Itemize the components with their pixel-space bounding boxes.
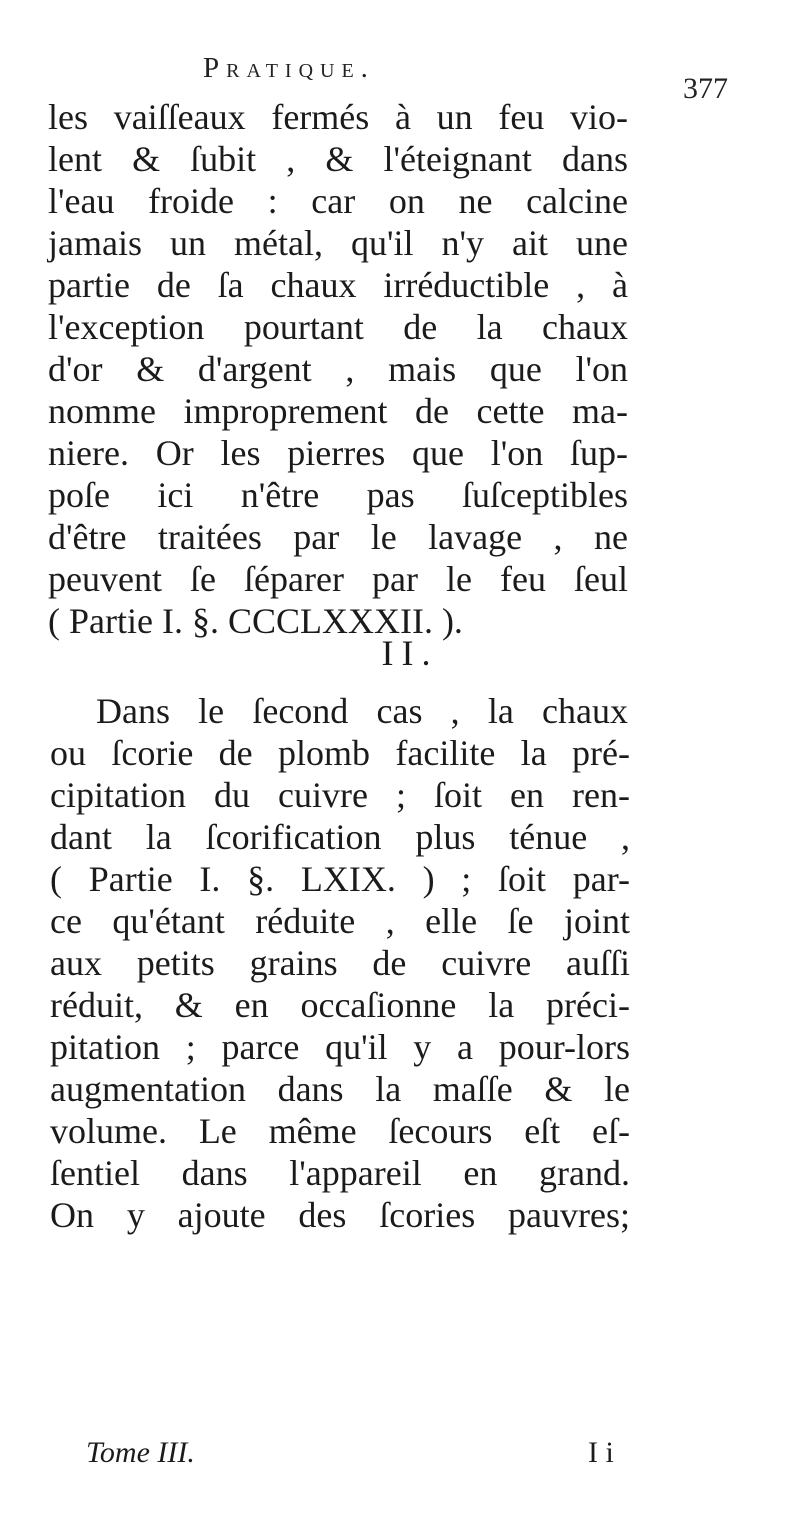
text-line: On y ajoute des ſcories pauvres;	[50, 1195, 630, 1235]
text-line: volume. Le même ſecours eſt eſ-	[50, 1111, 630, 1151]
page-number: 377	[683, 72, 728, 105]
text-line: cipitation du cuivre ; ſoit en ren-	[50, 775, 630, 815]
text-line: poſe ici n'être pas ſuſceptibles	[48, 475, 628, 515]
text-line: pitation ; parce qu'il y a pour-lors	[50, 1027, 630, 1067]
running-title: Pratique.	[203, 52, 375, 84]
signature-mark: Tome III.	[86, 1436, 195, 1469]
text-line: d'être traitées par le lavage , ne	[48, 517, 628, 557]
text-line: jamais un métal, qu'il n'y ait une	[48, 223, 628, 263]
text-line: ( Partie I. §. LXIX. ) ; ſoit par-	[50, 859, 630, 899]
catchword: I i	[588, 1436, 614, 1469]
text-line: ſentiel dans l'appareil en grand.	[50, 1153, 630, 1193]
text-line: peuvent ſe ſéparer par le feu ſeul	[48, 559, 628, 599]
running-head	[0, 52, 800, 105]
page-footer	[0, 1436, 800, 1476]
text-line: augmentation dans la maſſe & le	[50, 1069, 630, 1109]
text-line: dant la ſcorification plus ténue ,	[50, 817, 630, 857]
text-line: partie de ſa chaux irréductible , à	[48, 265, 628, 305]
text-line: réduit, & en occaſionne la préci-	[50, 985, 630, 1025]
text-line: les vaiſſeaux fermés à un feu vio-	[48, 97, 628, 137]
text-line: aux petits grains de cuivre auſſi	[50, 943, 630, 983]
paragraph-continued	[48, 96, 628, 642]
text-line: d'or & d'argent , mais que l'on	[48, 349, 628, 389]
text-line: niere. Or les pierres que l'on ſup-	[48, 433, 628, 473]
text-line: Dans le ſecond cas , la chaux	[96, 691, 628, 731]
text-line: lent & ſubit , & l'éteignant dans	[48, 139, 628, 179]
paragraph-section-ii	[50, 690, 628, 1236]
section-number: II.	[381, 633, 439, 673]
text-line: ou ſcorie de plomb facilite la pré-	[50, 733, 630, 773]
text-line: l'eau froide : car on ne calcine	[48, 181, 628, 221]
text-line: ce qu'étant réduite , elle ſe joint	[50, 901, 630, 941]
text-line: ( Partie I. §. CCCLXXXII. ).	[48, 601, 463, 641]
text-line: l'exception pourtant de la chaux	[48, 307, 628, 347]
text-line: nomme improprement de cette ma-	[48, 391, 628, 431]
